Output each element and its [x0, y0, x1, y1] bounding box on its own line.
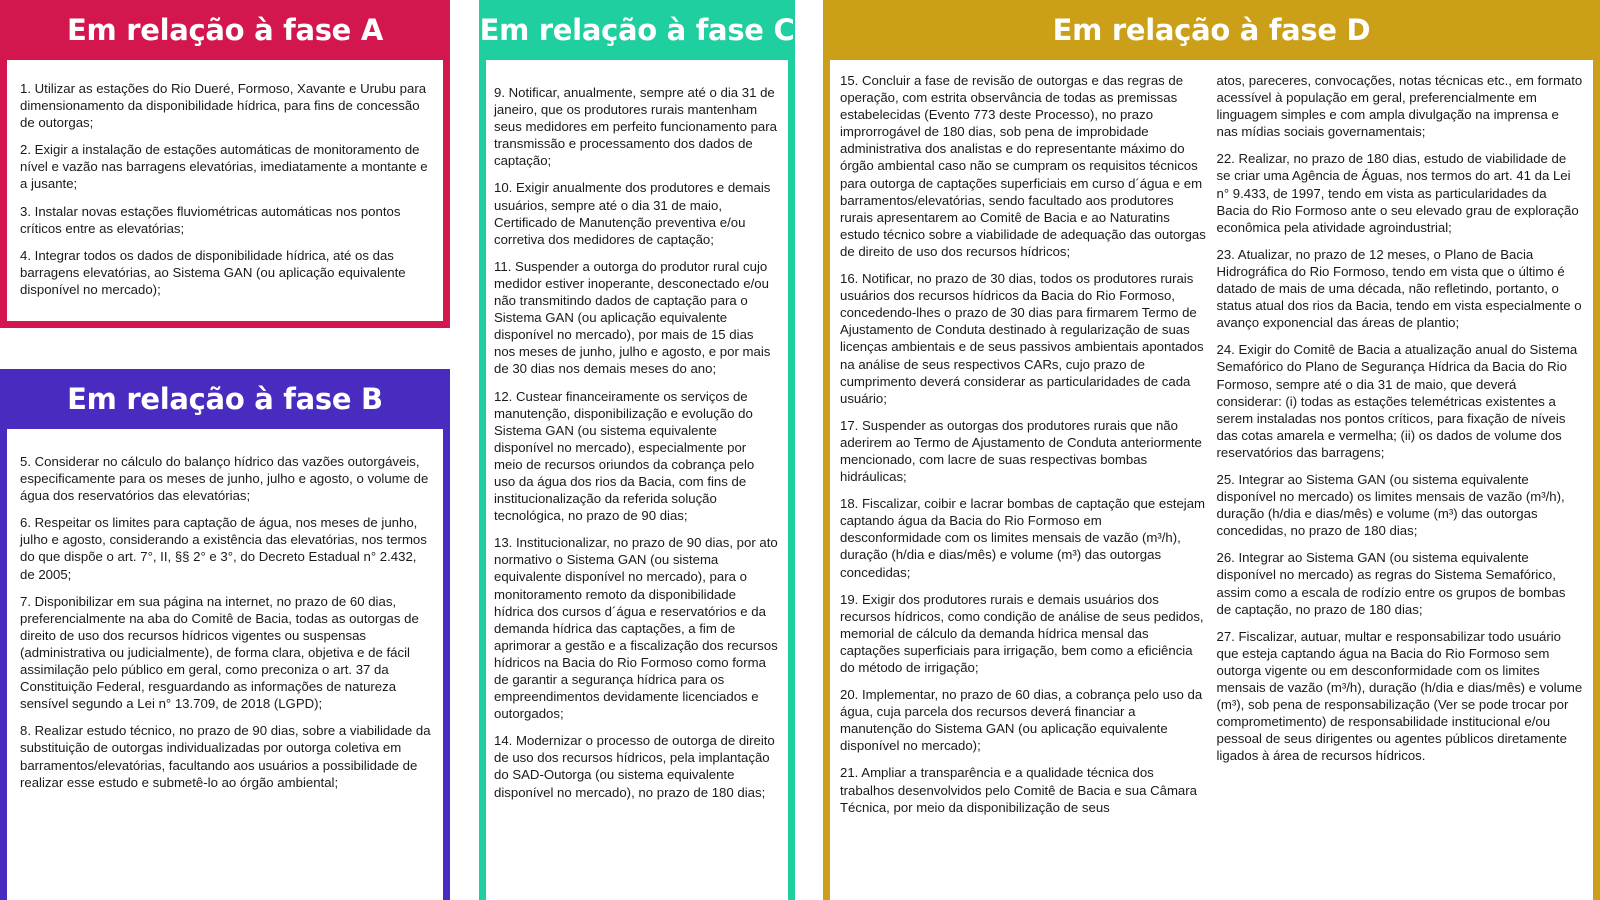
list-item: 7. Disponibilizar em sua página na internet, no prazo de 60 dias, preferencialmente na aba do Comitê de Bacia, todas as outorgas de direito de uso dos recursos hídricos vigentes ou suspensas (administrativa ou judicialmente), de forma clara, objetiva e de fácil assimilação pelo público em geral, como preconiza o art. 37 da Constituição Federal, resguardando as informações de natureza sensível segundo a Lei n° 13.709, de 2018 (LGPD); — [20, 593, 419, 712]
list-item: 6. Respeitar os limites para captação de água, nos meses de junho, julho e agosto, considerando a existência das elevatórias, nos termos do que dispõe o art. 7°, II, §§ 2° e 3°, do Decreto Estadual n° 2.432, de 2005; — [20, 515, 427, 582]
list-item: atos, pareceres, convocações, notas técnicas etc., em formato acessível à população em geral, preferencialmente em linguagem simples e com ampla divulgação na imprensa e nas mídias sociais governamentais; — [1216, 73, 1583, 140]
list-item: 8. Realizar estudo técnico, no prazo de 90 dias, sobre a viabilidade da substituição de outorgas individualizadas por outorga coletiva em barramentos/elevatórias, facultando aos usuários a possibilidade de realizar esse estudo e submetê-lo ao órgão ambiental; — [20, 723, 431, 790]
phase-c-body — [486, 60, 788, 900]
list-item: 19. Exigir dos produtores rurais e demais usuários dos recursos hídricos, como condição de análise de seus pedidos, memorial de cálculo da demanda hídrica mensal das captações superficiais para irrigação, bem como a eficiência do método de irrigação; — [840, 591, 1204, 675]
list-item: 16. Notificar, no prazo de 30 dias, todos os produtores rurais usuários dos recursos hídricos da Bacia do Rio Formoso, concedendo-lhes o prazo de 30 dias para firmarem Termo de Ajustamento de Conduta destinado à regularização de suas licenças ambientais e de seus passivos ambientais apontados na análise de seus respectivos CARs, cujo prazo de cumprimento deverá considerar as particularidades de cada usuário; — [840, 271, 1204, 406]
list-item: 2. Exigir a instalação de estações automáticas de monitoramento de nível e vazão nas barragens elevatórias, imediatamente a montante e a jusante; — [20, 142, 428, 192]
phase-a-body — [7, 60, 443, 321]
phase-d-body — [830, 60, 1593, 900]
phase-d-title: Em relação à fase D — [1052, 13, 1371, 47]
phase-a-title: Em relação à fase A — [66, 13, 383, 47]
list-item: 12. Custear financeiramente os serviços de manutenção, disponibilização e evolução do Sistema GAN (ou sistema equivalente disponível no mercado), especialmente por meio de recursos oriundos da cobrança pelo uso da água dos rios da Bacia, com fins de institucionalização da referida solução tecnológica, no prazo de 90 dias; — [494, 388, 755, 524]
list-item: 5. Considerar no cálculo do balanço hídrico das vazões outorgáveis, especificamente para os meses de junho, julho e agosto, o volume de água dos reservatórios das elevatórias; — [20, 454, 429, 504]
list-item: 25. Integrar ao Sistema GAN (ou sistema equivalente disponível no mercado) os limites mensais de vazão (m³/h), duração (h/dia e dias/mês) e volume (m³) das outorgas concedidas, no prazo de 180 dias; — [1216, 471, 1565, 539]
list-item: 22. Realizar, no prazo de 180 dias, estudo de viabilidade de se criar uma Agência de Águas, nos termos do art. 41 da Lei n° 9.433, de 1997, tendo em vista as particularidades da Bacia do Rio Formoso ante o seu elevado grau de exploração econômica pela atividade agroindustrial; — [1216, 151, 1579, 235]
phase-d-column-left — [840, 72, 1207, 890]
list-item: 20. Implementar, no prazo de 60 dias, a cobrança pelo uso da água, cuja parcela dos recursos deverá financiar a manutenção do Sistema GAN (ou aplicação equivalente disponível no mercado); — [840, 687, 1203, 754]
list-item: 10. Exigir anualmente dos produtores e demais usuários, sempre até o dia 31 de maio, Certificado de Manutenção preventiva e/ou corretiva dos medidores de captação; — [494, 180, 771, 247]
phase-c-title: Em relação à fase C — [479, 13, 795, 47]
phase-b-title: Em relação à fase B — [67, 382, 383, 416]
list-item: 13. Institucionalizar, no prazo de 90 dias, por ato normativo o Sistema GAN (ou sistema equivalente disponível no mercado), para o monitoramento remoto da disponibilidade hídrica dos cursos d´água e reservatórios e da demanda hídrica das captações, a fim de aprimorar a gestão e a fiscalização dos recursos hídricos na Bacia do Rio Formoso como forma de garantir a segurança hídrica para os empreendimentos devidamente licenciados e outorgados; — [494, 535, 778, 722]
list-item: 9. Notificar, anualmente, sempre até o dia 31 de janeiro, que os produtores rurais mantenham seus medidores em perfeito funcionamento para transmissão e processamento dos dados de captação; — [494, 85, 777, 169]
list-item: 27. Fiscalizar, autuar, multar e responsabilizar todo usuário que esteja captando água na Bacia do Rio Formoso sem outorga vigente ou em desconformidade com os limites mensais de vazão (m³/h), duração (h/dia e dias/mês) e volume (m³), sob pena de responsabilização (Ver se pode trocar por comprometimento) de responsabilidade institucional e/ou pessoal de seus dirigentes ou agentes públicos diretamente ligados à área de recursos hídricos. — [1216, 628, 1583, 764]
list-item: 4. Integrar todos os dados de disponibilidade hídrica, até os das barragens elevatórias, ao Sistema GAN (ou aplicação equivalente disponível no mercado); — [20, 247, 406, 297]
list-item: 3. Instalar novas estações fluviométricas automáticas nos pontos críticos entre as elevatórias; — [20, 203, 401, 236]
phase-b-body — [7, 429, 443, 900]
phase-c-panel — [479, 0, 795, 900]
list-item: 17. Suspender as outorgas dos produtores rurais que não aderirem ao Termo de Ajustamento de Conduta anteriormente mencionado, com lacre de suas respectivas bombas hidráulicas; — [840, 417, 1202, 485]
phase-d-panel — [823, 0, 1600, 900]
phase-d-column-right — [1217, 72, 1584, 890]
list-item: 11. Suspender a outorga do produtor rural cujo medidor estiver inoperante, desconectado e/ou não transmitindo dados de captação para o Sistema GAN (ou aplicação equivalente disponível no mercado), por mais de 15 dias nos meses de junho, julho e agosto, e por mais de 30 dias nos demais meses do ano; — [494, 258, 771, 377]
list-item: 21. Ampliar a transparência e a qualidade técnica dos trabalhos desenvolvidos pelo Comitê de Bacia e sua Câmara Técnica, por meio da disponibilização de seus — [840, 765, 1197, 815]
list-item: 23. Atualizar, no prazo de 12 meses, o Plano de Bacia Hidrográfica do Rio Formoso, tendo em vista que o último é datado de mais de uma década, não refletindo, portanto, o status atual dos rios da Bacia, tendo em vista especialmente o avanço exponencial das áreas de plantio; — [1216, 246, 1582, 331]
list-item: 1. Utilizar as estações do Rio Dueré, Formoso, Xavante e Urubu para dimensionamento da disponibilidade hídrica, para fins de concessão de outorgas; — [20, 81, 427, 131]
list-item: 15. Concluir a fase de revisão de outorgas e das regras de operação, com estrita observância de todas as premissas estabelecidas (Evento 773 deste Processo), no prazo improrrogável de 180 dias, sob pena de improbidade administrativa dos analistas e do representante máximo do órgão ambiental caso não se cumpram os requisitos técnicos para outorga de captações superficiais em curso d´água e em barramentos/elevatórias, sendo facultado aos produtores rurais apresentarem ao Comitê de Bacia e ao Naturatins estudo técnico sobre a viabilidade de adequação das outorgas de direito de uso dos recursos hídricos; — [840, 73, 1206, 259]
list-item: 14. Modernizar o processo de outorga de direito de uso dos recursos hídricos, pela implantação do SAD-Outorga (ou sistema equivalente disponível no mercado), no prazo de 180 dias; — [494, 733, 775, 800]
phase-a-panel — [0, 0, 450, 328]
phase-b-panel — [0, 369, 450, 900]
list-item: 18. Fiscalizar, coibir e lacrar bombas de captação que estejam captando água da Bacia do Rio Formoso em desconformidade com os limites mensais de vazão (m³/h), duração (h/dia e dias/mês) e volume (m³) das outorgas concedidas; — [840, 496, 1206, 580]
list-item: 26. Integrar ao Sistema GAN (ou sistema equivalente disponível no mercado) as regras do Sistema Semafórico, assim como a escala de rodízio entre os grupos de bombas de captação, no prazo de 180 dias; — [1216, 550, 1566, 617]
list-item: 24. Exigir do Comitê de Bacia a atualização anual do Sistema Semafórico do Plano de Segurança Hídrica da Bacia do Rio Formoso, sempre até o dia 31 de maio, que deverá considerar: (i) todas as estações telemétricas existentes a serem instaladas nos pontos críticos, para fixação de níveis das cotas amarela e vermelha; (ii) os dados de volume dos reservatórios das barragens; — [1216, 342, 1578, 460]
